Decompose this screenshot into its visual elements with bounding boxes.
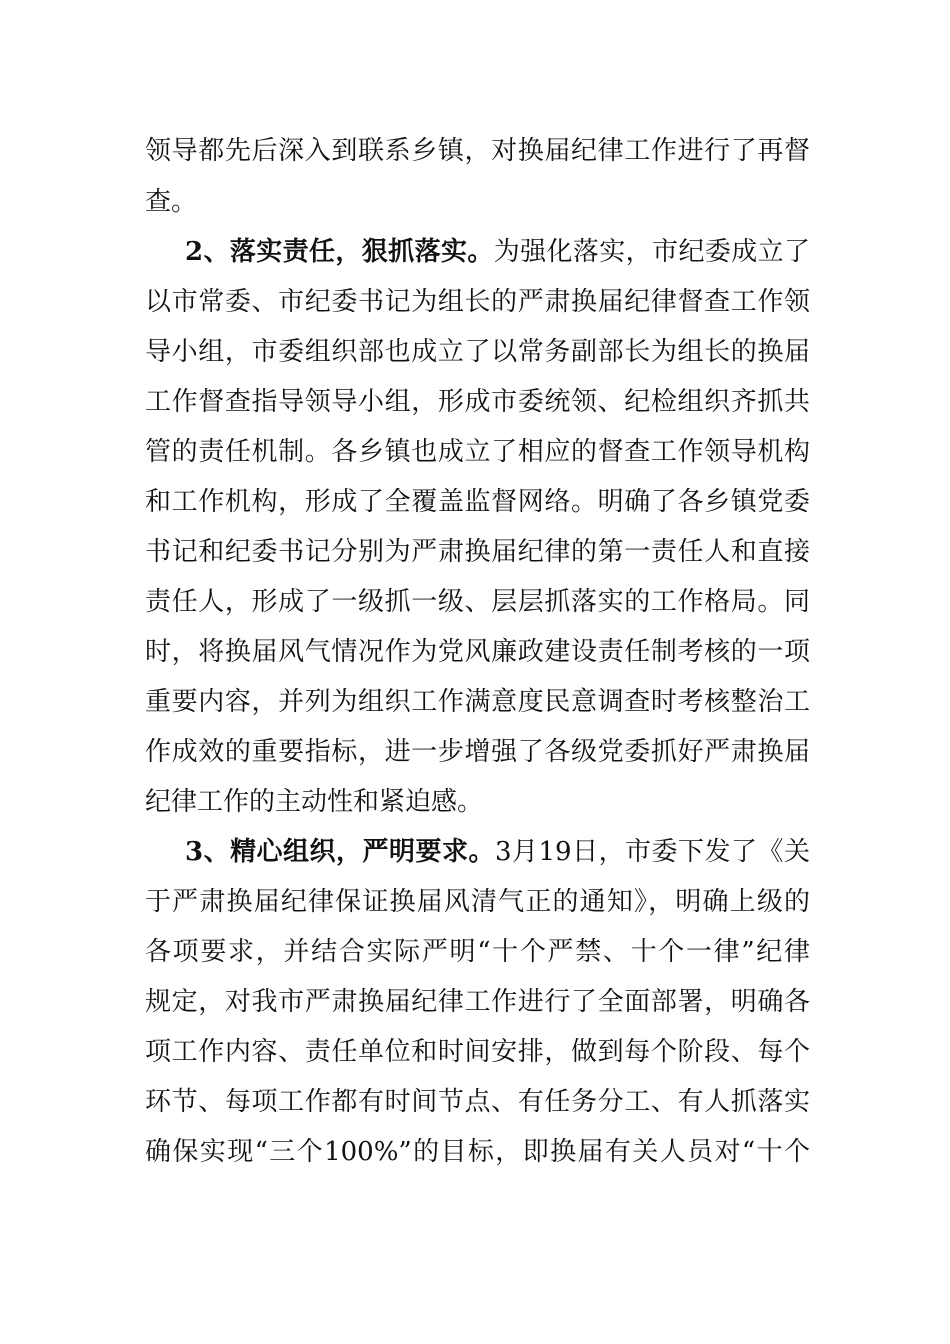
paragraph-3-first-line [185, 832, 810, 872]
text-line: 查。 [145, 187, 198, 217]
text-line: 时，将换届风气情况作为党风廉政建设责任制考核的一项 [145, 637, 810, 667]
text-line: 作成效的重要指标，进一步增强了各级党委抓好严肃换届 [145, 737, 810, 767]
paragraph-3-heading: 3、精心组织，严明要求。 [185, 837, 495, 867]
text-line: 管的责任机制。各乡镇也成立了相应的督查工作领导机构 [145, 437, 810, 467]
text-line: 于严肃换届纪律保证换届风清气正的通知》，明确上级的 [145, 887, 810, 917]
paragraph-2-heading: 2、落实责任，狠抓落实。 [185, 237, 494, 267]
text-line: 工作督查指导领导小组，形成市委统领、纪检组织齐抓共 [145, 387, 810, 417]
text-line: 各项要求，并结合实际严明“十个严禁、十个一律”纪律 [145, 937, 810, 967]
text-line: 领导都先后深入到联系乡镇，对换届纪律工作进行了再督 [145, 136, 810, 166]
paragraph-3-text: 3月19日，市委下发了《关 [494, 837, 810, 867]
text-line: 规定，对我市严肃换届纪律工作进行了全面部署，明确各 [145, 987, 810, 1017]
text-line: 项工作内容、责任单位和时间安排，做到每个阶段、每个 [145, 1037, 810, 1067]
text-line: 导小组，市委组织部也成立了以常务副部长为组长的换届 [145, 337, 810, 367]
text-line: 确保实现“三个100%”的目标，即换届有关人员对“十个 [145, 1137, 810, 1167]
text-line: 和工作机构，形成了全覆盖监督网络。明确了各乡镇党委 [145, 487, 810, 517]
text-line: 以市常委、市纪委书记为组长的严肃换届纪律督查工作领 [145, 287, 810, 317]
paragraph-2-first-line [185, 232, 810, 272]
text-line: 责任人，形成了一级抓一级、层层抓落实的工作格局。同 [145, 587, 810, 617]
text-line: 重要内容，并列为组织工作满意度民意调查时考核整治工 [145, 687, 810, 717]
paragraph-2-text: 为强化落实，市纪委成立了 [493, 237, 810, 267]
text-line: 环节、每项工作都有时间节点、有任务分工、有人抓落实 [145, 1087, 810, 1117]
text-line: 纪律工作的主动性和紧迫感。 [145, 787, 484, 817]
text-line: 书记和纪委书记分别为严肃换届纪律的第一责任人和直接 [145, 537, 810, 567]
